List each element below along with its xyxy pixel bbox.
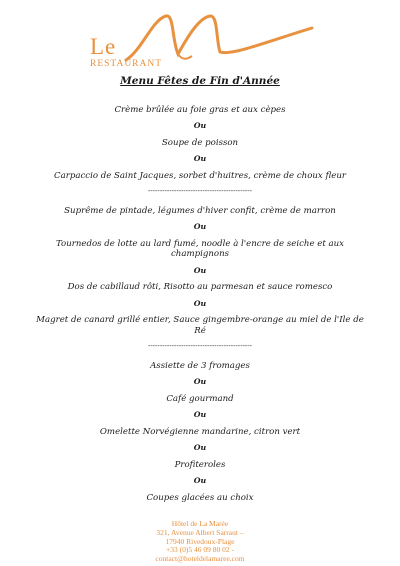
ou-separator: Ou <box>193 222 207 231</box>
footer-phone: +33 (0)5 46 09 80 02 - <box>166 545 234 555</box>
menu-item: Crème brûlée au foie gras et aux cèpes <box>114 104 286 115</box>
logo-restaurant-text: RESTAURANT <box>90 59 163 69</box>
menu-item: Coupes glacées au choix <box>146 492 254 503</box>
menu-item: Café gourmand <box>166 393 234 404</box>
ou-separator: Ou <box>193 443 207 452</box>
restaurant-logo <box>82 10 322 68</box>
menu-item: Tournedos de lotte au lard fumé, noodle à l'encre de seiche et aux champignons <box>55 238 345 259</box>
section-divider: -------------------------------------------- <box>147 342 253 350</box>
footer-email[interactable]: contact@hoteldelamaree.com <box>155 554 245 564</box>
section-divider: -------------------------------------------- <box>147 187 253 195</box>
menu <box>30 76 370 503</box>
ou-separator: Ou <box>193 298 207 308</box>
ou-separator: Ou <box>193 476 207 485</box>
menu-title: Menu Fêtes de Fin d'Année <box>120 75 280 87</box>
footer-street: 321, Avenue Albert Sarraut – <box>156 527 244 537</box>
menu-item: Suprême de pintade, légumes d'hiver confit, crème de marron <box>64 205 336 216</box>
ou-separator: Ou <box>193 265 207 275</box>
logo-le-text: Le <box>90 34 117 59</box>
ou-separator: Ou <box>193 377 207 386</box>
menu-item: Omelette Norvégienne mandarine, citron vert <box>99 426 301 437</box>
menu-item: Magret de canard grillé entier, Sauce gingembre-orange au miel de l'Ile de Ré <box>36 315 364 336</box>
footer-city: 17940 Rivedoux-Plage <box>165 536 235 546</box>
menu-item: Profiteroles <box>174 459 226 470</box>
menu-item: Carpaccio de Saint Jacques, sorbet d'huitres, crème de choux fleur <box>54 170 346 181</box>
address-footer <box>100 520 300 564</box>
ou-separator: Ou <box>193 154 207 163</box>
footer-hotel-name: Hôtel de La Marée <box>171 519 229 528</box>
menu-item: Dos de cabillaud rôti, Risotto au parmesan et sauce romesco <box>67 282 333 292</box>
menu-item: Soupe de poisson <box>161 137 239 148</box>
ou-separator: Ou <box>193 410 207 419</box>
menu-item: Assiette de 3 fromages <box>150 360 250 371</box>
ou-separator: Ou <box>193 121 207 130</box>
